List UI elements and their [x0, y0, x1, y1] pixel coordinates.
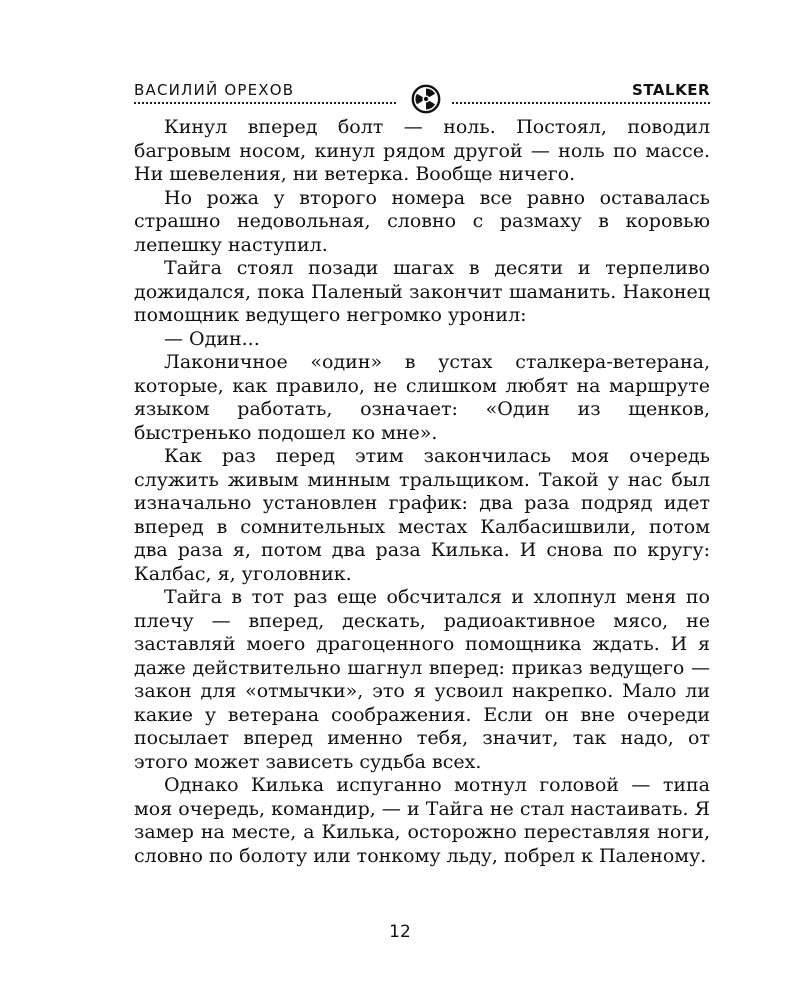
- header-dotted-rule-left: [134, 102, 396, 104]
- page-number: 12: [389, 922, 411, 942]
- paragraph: Лаконичное «один» в устах сталкера-ветерана, которые, как правило, не слишком любят на маршруте языком работать, означает: «Один из щенков, быстренько подошел ко мне».: [134, 351, 710, 444]
- paragraph: Как раз перед этим закончилась моя очередь служить живым минным тральщиком. Такой у нас был изначально установлен график: два раза подряд идет вперед в сомнительных местах Калбасишвили, потом два раза я, потом два раза Килька. И снова по кругу: Калбас, я, уголовник.: [134, 445, 710, 585]
- paragraph: Тайга в тот раз еще обсчитался и хлопнул меня по плечу — вперед, дескать, радиоактивное мясо, не заставляй моего драгоценного помощника ждать. И я даже действительно шагнул вперед: приказ ведущего — закон для «отмычки», это я усвоил накрепко. Мало ли какие у ветерана соображения. Если он вне очереди посылает вперед именно тебя, значит, так надо, от этого может зависеть судьба всех.: [134, 586, 710, 773]
- running-header-author: ВАСИЛИЙ ОРЕХОВ: [134, 81, 295, 99]
- paragraph: Кинул вперед болт — ноль. Постоял, поводил багровым носом, кинул рядом другой — ноль по массе. Ни шевеления, ни ветерка. Вообще ничего.: [134, 116, 710, 185]
- header-dotted-rule-right: [452, 102, 710, 104]
- paragraph: Тайга стоял позади шагах в десяти и терпеливо дожидался, пока Паленый закончит шаманить. Наконец помощник ведущего негромко уронил:: [134, 257, 710, 326]
- body-text: [134, 116, 710, 868]
- running-header-series: STALKER: [632, 81, 710, 99]
- paragraph: Но рожа у второго номера все равно оставалась страшно недовольная, словно с размаху в коровью лепешку наступил.: [134, 186, 710, 256]
- running-header: [134, 78, 710, 112]
- dialogue-line: — Один...: [164, 327, 260, 350]
- paragraph: Однако Килька испуганно мотнул головой — типа моя очередь, командир, — и Тайга не стал настаивать. Я замер на месте, а Килька, осторожно переставляя ноги, словно по болоту или тонкому льду, побрел к Паленому.: [134, 774, 710, 867]
- radiation-icon: [411, 84, 441, 114]
